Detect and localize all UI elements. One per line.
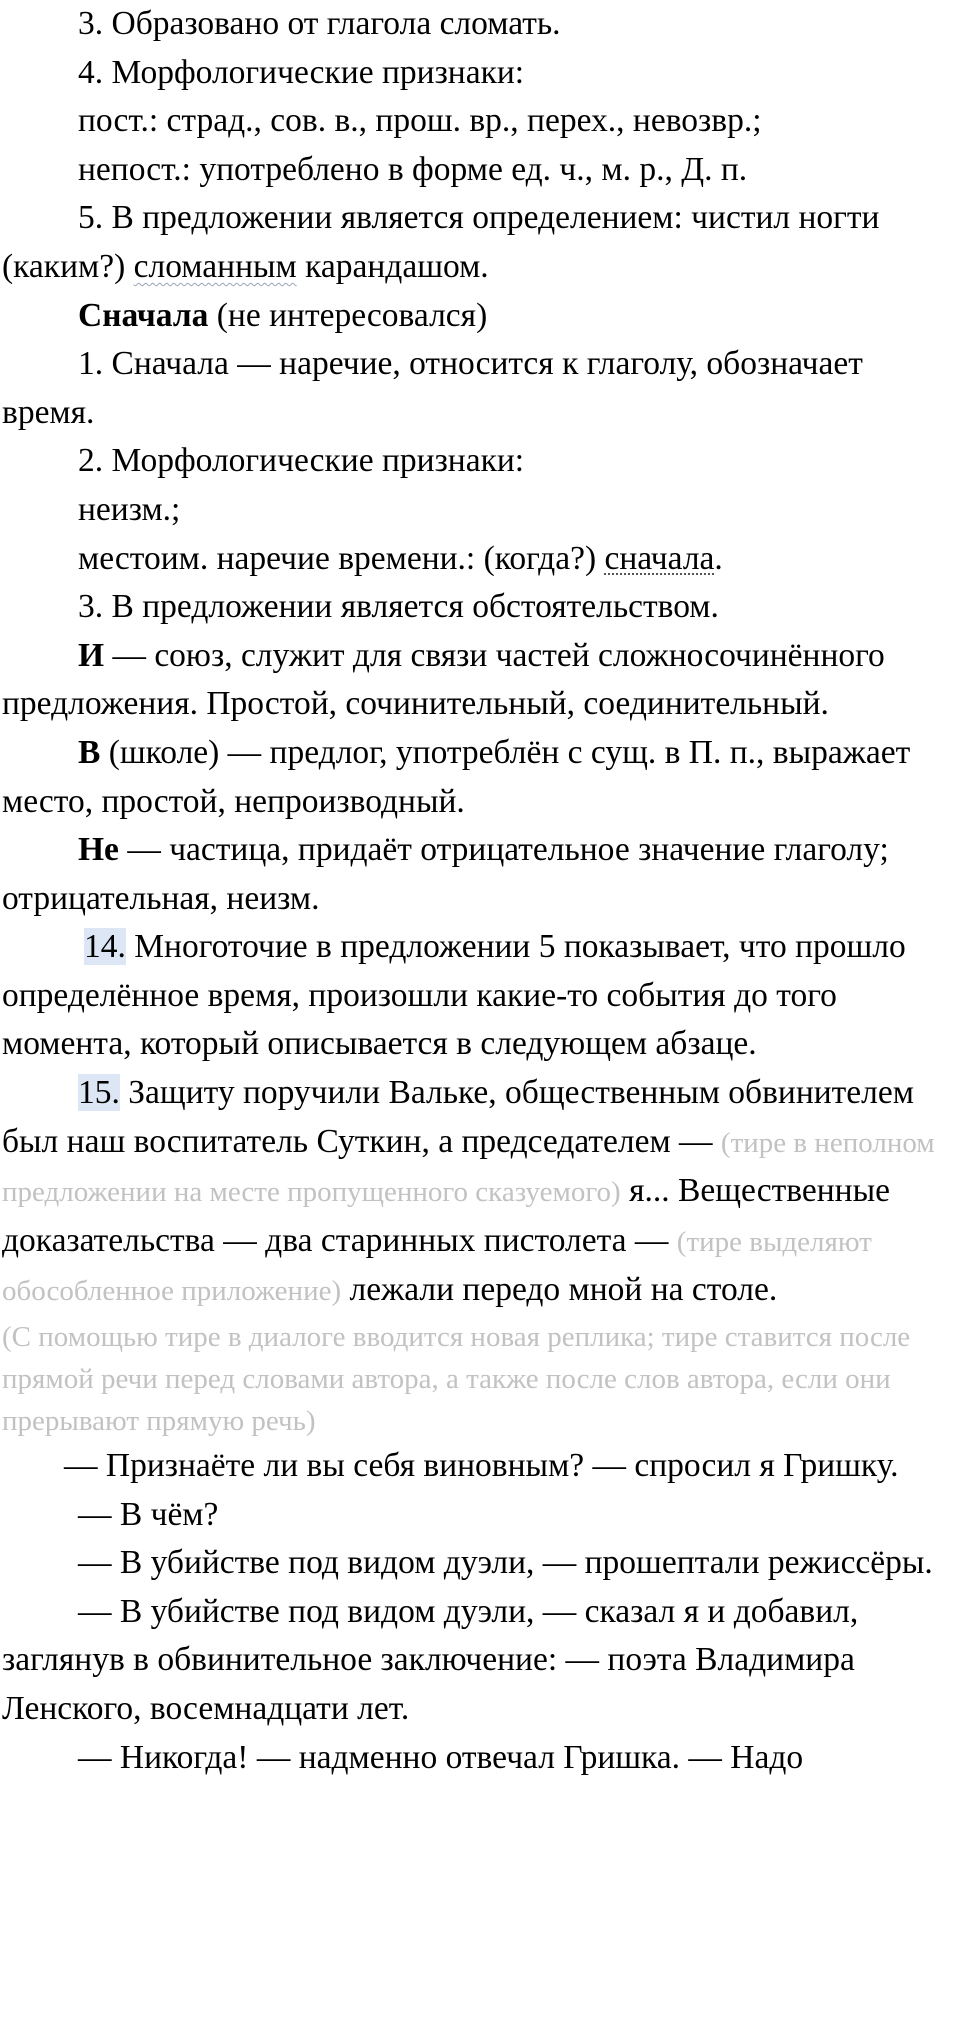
item-4: 4. Морфологические признаки: <box>78 53 525 91</box>
snachala-pronominal: местоим. наречие времени.: (когда?) сначала. <box>78 539 723 577</box>
underlined-word-slomannym: сломанным <box>133 247 297 285</box>
note-dash-incomplete: (тире в неполном предложении на месте пропущенного сказуемого) <box>2 1126 935 1209</box>
snachala-item-1: 1. Сначала — наречие, относится к глаголу, обозначает время. <box>2 345 863 431</box>
dialog-line-1: — Признаёте ли вы себя виновным? — спросил я Гришку. <box>64 1447 899 1485</box>
snachala-heading: Сначала (не интересовался) <box>78 296 488 334</box>
snachala-item-3: 3. В предложении является обстоятельством. <box>78 588 719 626</box>
snachala-neizm: неизм.; <box>78 490 181 528</box>
note-dash-apposition: (тире выделяют обособленное приложение) <box>2 1225 872 1308</box>
dialog-line-4: — В убийстве под видом дуэли, — сказал я и добавил, заглянув в обвинительное заключение: — поэта Владимира Ленского, восемнадцати лет. <box>2 1592 859 1727</box>
question-number-15: 15. <box>78 1074 120 1112</box>
particle-ne: Не — частица, придаёт отрицательное значение глаголу; отрицательная, неизм. <box>2 831 889 917</box>
conjunction-i: И — союз, служит для связи частей сложносочинённого предложения. Простой, сочинительный, соединительный. <box>2 636 885 723</box>
underlined-word-snachala: сначала <box>604 539 715 577</box>
note-dialog-dash: (С помощью тире в диалоге вводится новая реплика; тире ставится после прямой речи перед словами автора, а также после слов автора, если они прерывают прямую речь) <box>2 1321 911 1438</box>
snachala-item-2: 2. Морфологические признаки: <box>78 442 525 480</box>
answer-14: 14. Многоточие в предложении 5 показывает, что прошло определённое время, произошли какие-то события до того момента, который описывается в следующем абзаце. <box>2 928 906 1063</box>
item-3: 3. Образовано от глагола сломать. <box>78 5 561 42</box>
dialog-line-5: — Никогда! — надменно отвечал Гришка. — Надо <box>78 1738 804 1776</box>
variable-features: непост.: употреблено в форме ед. ч., м. р., Д. п. <box>78 150 748 188</box>
constant-features: пост.: страд., сов. в., прош. вр., перех., невозвр.; <box>78 102 762 140</box>
dialog-line-2: — В чём? <box>78 1495 219 1533</box>
item-5: 5. В предложении является определением: чистил ногти (каким?) сломанным карандашом. <box>2 199 880 285</box>
preposition-v: В (школе) — предлог, употреблён с сущ. в П. п., выражает место, простой, непроизводный. <box>2 733 911 820</box>
answer-15: 15. Защиту поручили Вальке, общественным обвинителем был наш воспитатель Суткин, а председателем — (тире в неполном предложении на месте пропущенного сказуемого) я... Вещественные доказательства — два старинных пистолета — (тире выделяют обособленное приложение) лежали передо мной на столе. <box>2 1074 935 1309</box>
dialog-line-3: — В убийстве под видом дуэли, — прошептали режиссёры. <box>78 1544 933 1582</box>
question-number-14: 14. <box>84 928 126 966</box>
